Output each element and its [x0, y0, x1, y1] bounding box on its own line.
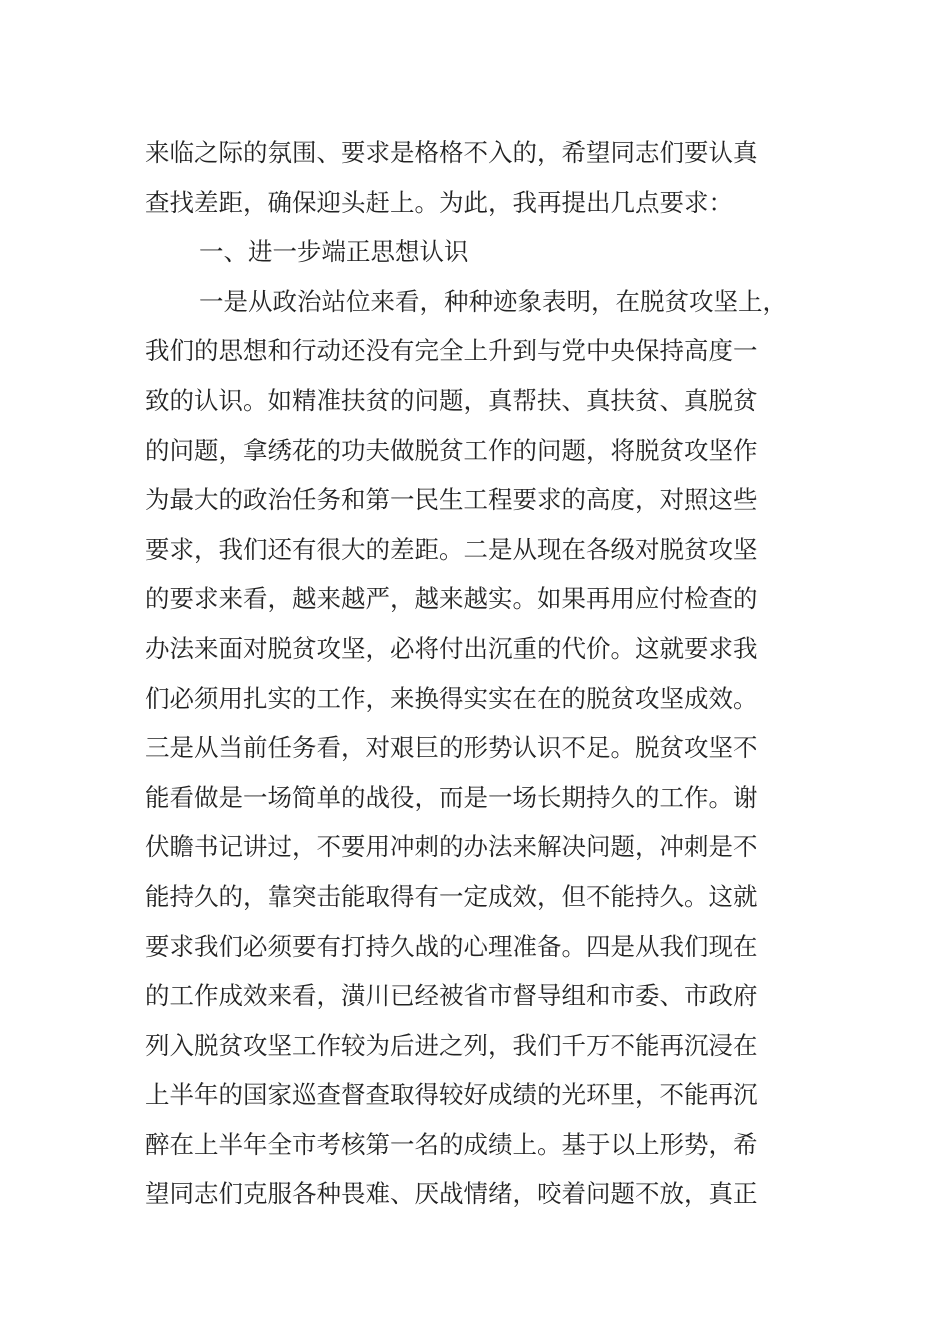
text-line: 为最大的政治任务和第一民生工程要求的高度，对照这些	[145, 485, 758, 515]
text-line: 能看做是一场简单的战役，而是一场长期持久的工作。谢	[145, 782, 758, 812]
text-line: 醉在上半年全市考核第一名的成绩上。基于以上形势，希	[145, 1129, 758, 1159]
text-line: 的问题，拿绣花的功夫做脱贫工作的问题，将脱贫攻坚作	[145, 435, 758, 465]
text-line: 能持久的，靠突击能取得有一定成效，但不能持久。这就	[145, 881, 758, 911]
text-line: 要求我们必须要有打持久战的心理准备。四是从我们现在	[145, 931, 758, 961]
text-line: 办法来面对脱贫攻坚，必将付出沉重的代价。这就要求我	[145, 633, 758, 663]
text-line: 伏瞻书记讲过，不要用冲刺的办法来解决问题，冲刺是不	[145, 832, 758, 862]
text-line: 们必须用扎实的工作，来换得实实在在的脱贫攻坚成效。	[145, 683, 758, 713]
text-line: 要求，我们还有很大的差距。二是从现在各级对脱贫攻坚	[145, 534, 758, 564]
text-line: 望同志们克服各种畏难、厌战情绪，咬着问题不放，真正	[145, 1179, 758, 1209]
text-line: 上半年的国家巡查督查取得较好成绩的光环里，不能再沉	[145, 1080, 758, 1110]
section-heading: 一、进一步端正思想认识	[199, 237, 469, 267]
text-line: 来临之际的氛围、要求是格格不入的，希望同志们要认真	[145, 138, 758, 167]
body-text	[145, 128, 805, 1219]
text-line: 的要求来看，越来越严，越来越实。如果再用应付检查的	[145, 584, 758, 614]
text-line: 致的认识。如精准扶贫的问题，真帮扶、真扶贫、真脱贫	[145, 385, 758, 415]
paragraph-start-line: 一是从政治站位来看，种种迹象表明，在脱贫攻坚上，	[199, 286, 787, 316]
text-line: 三是从当前任务看，对艰巨的形势认识不足。脱贫攻坚不	[145, 733, 758, 763]
text-line: 的工作成效来看，潢川已经被省市督导组和市委、市政府	[145, 981, 758, 1011]
text-line: 查找差距，确保迎头赶上。为此，我再提出几点要求：	[145, 187, 733, 217]
text-line: 列入脱贫攻坚工作较为后进之列，我们千万不能再沉浸在	[145, 1030, 758, 1060]
text-line: 我们的思想和行动还没有完全上升到与党中央保持高度一	[145, 336, 758, 366]
